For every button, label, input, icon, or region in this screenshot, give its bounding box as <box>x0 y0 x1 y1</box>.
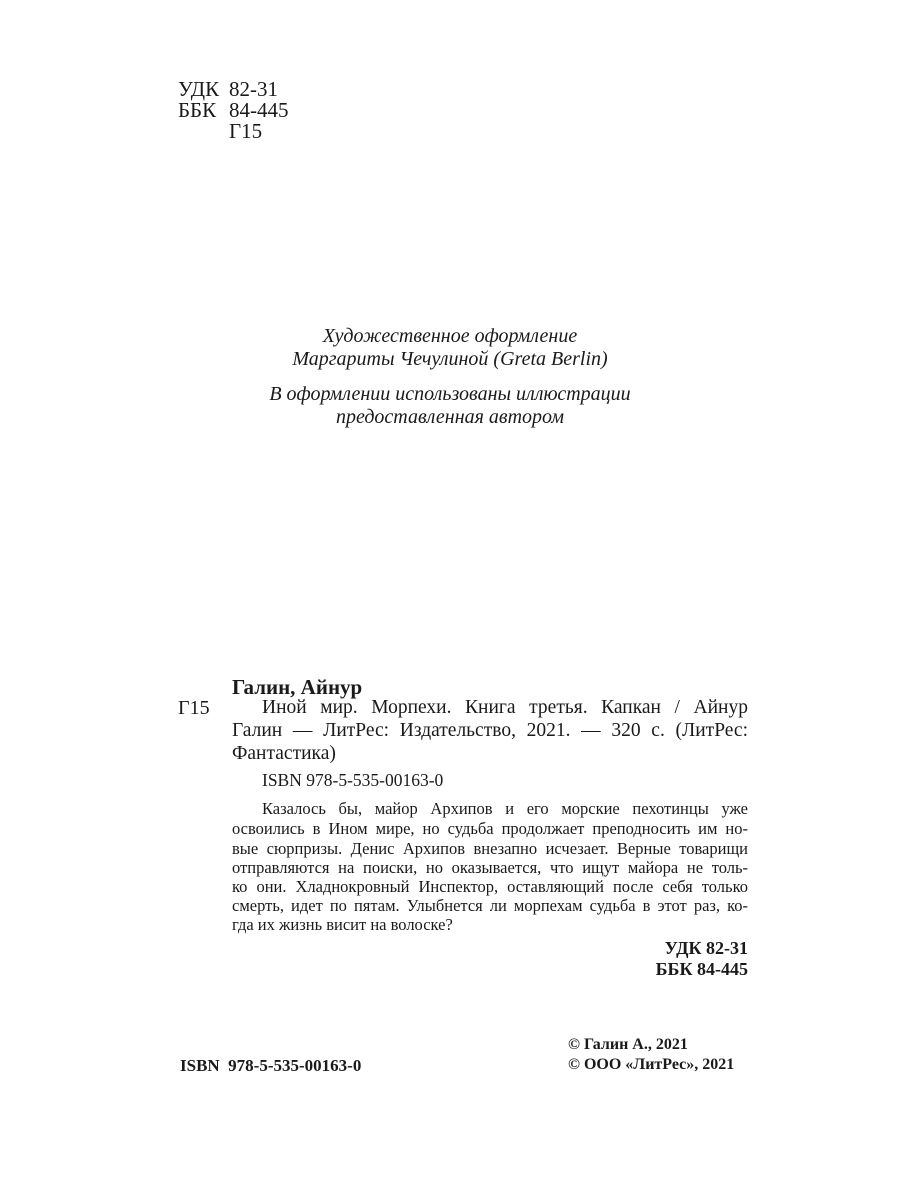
annotation-line: освоились в Ином мире, но судьба продолжает преподносить им но- <box>232 819 748 838</box>
credit-line: Маргариты Чечулиной (Greta Berlin) <box>292 348 608 370</box>
record-title-line: Галин — ЛитРес: Издательство, 2021. — 320 с. (ЛитРес: <box>232 720 748 741</box>
bbk-label: ББК <box>178 98 217 122</box>
annotation-line: ко они. Хладнокровный Инспектор, оставляющий после себя только <box>232 877 748 896</box>
record-bbk: ББК 84-445 <box>655 959 748 979</box>
credit-line: Художественное оформление <box>322 325 578 347</box>
record-mark: Г15 <box>178 697 210 719</box>
record-title-line: Фантастика) <box>232 743 336 764</box>
annotation-line: гда их жизнь висит на волоске? <box>232 915 453 934</box>
copyright-author: © Галин А., 2021 <box>568 1036 688 1053</box>
credit-line: В оформлении использованы иллюстрации <box>269 383 631 405</box>
udk-label: УДК <box>178 77 220 101</box>
record-title-line: Иной мир. Морпехи. Книга третья. Капкан / Айнур <box>262 697 748 718</box>
record-isbn: ISBN 978-5-535-00163-0 <box>262 770 444 790</box>
annotation-line: отправляются на поиски, но оказывается, что ищут майора не толь- <box>232 858 748 877</box>
author-mark: Г15 <box>229 119 263 143</box>
credit-line: предоставленная автором <box>335 406 565 428</box>
annotation-line: смерть, идет по пятам. Улыбнется ли морпехам судьба в этот раз, ко- <box>232 896 748 915</box>
footer-isbn: ISBN 978-5-535-00163-0 <box>180 1056 362 1075</box>
annotation-line: вые сюрпризы. Денис Архипов внезапно исчезает. Верные товарищи <box>232 839 748 858</box>
bbk-code: 84-445 <box>229 98 289 122</box>
copyright-publisher: © ООО «ЛитРес», 2021 <box>568 1056 735 1073</box>
udk-code: 82-31 <box>229 77 278 101</box>
annotation-line: Казалось бы, майор Архипов и его морские пехотинцы уже <box>262 799 748 818</box>
record-udk: УДК 82-31 <box>664 938 748 958</box>
record-author: Галин, Айнур <box>232 675 363 699</box>
